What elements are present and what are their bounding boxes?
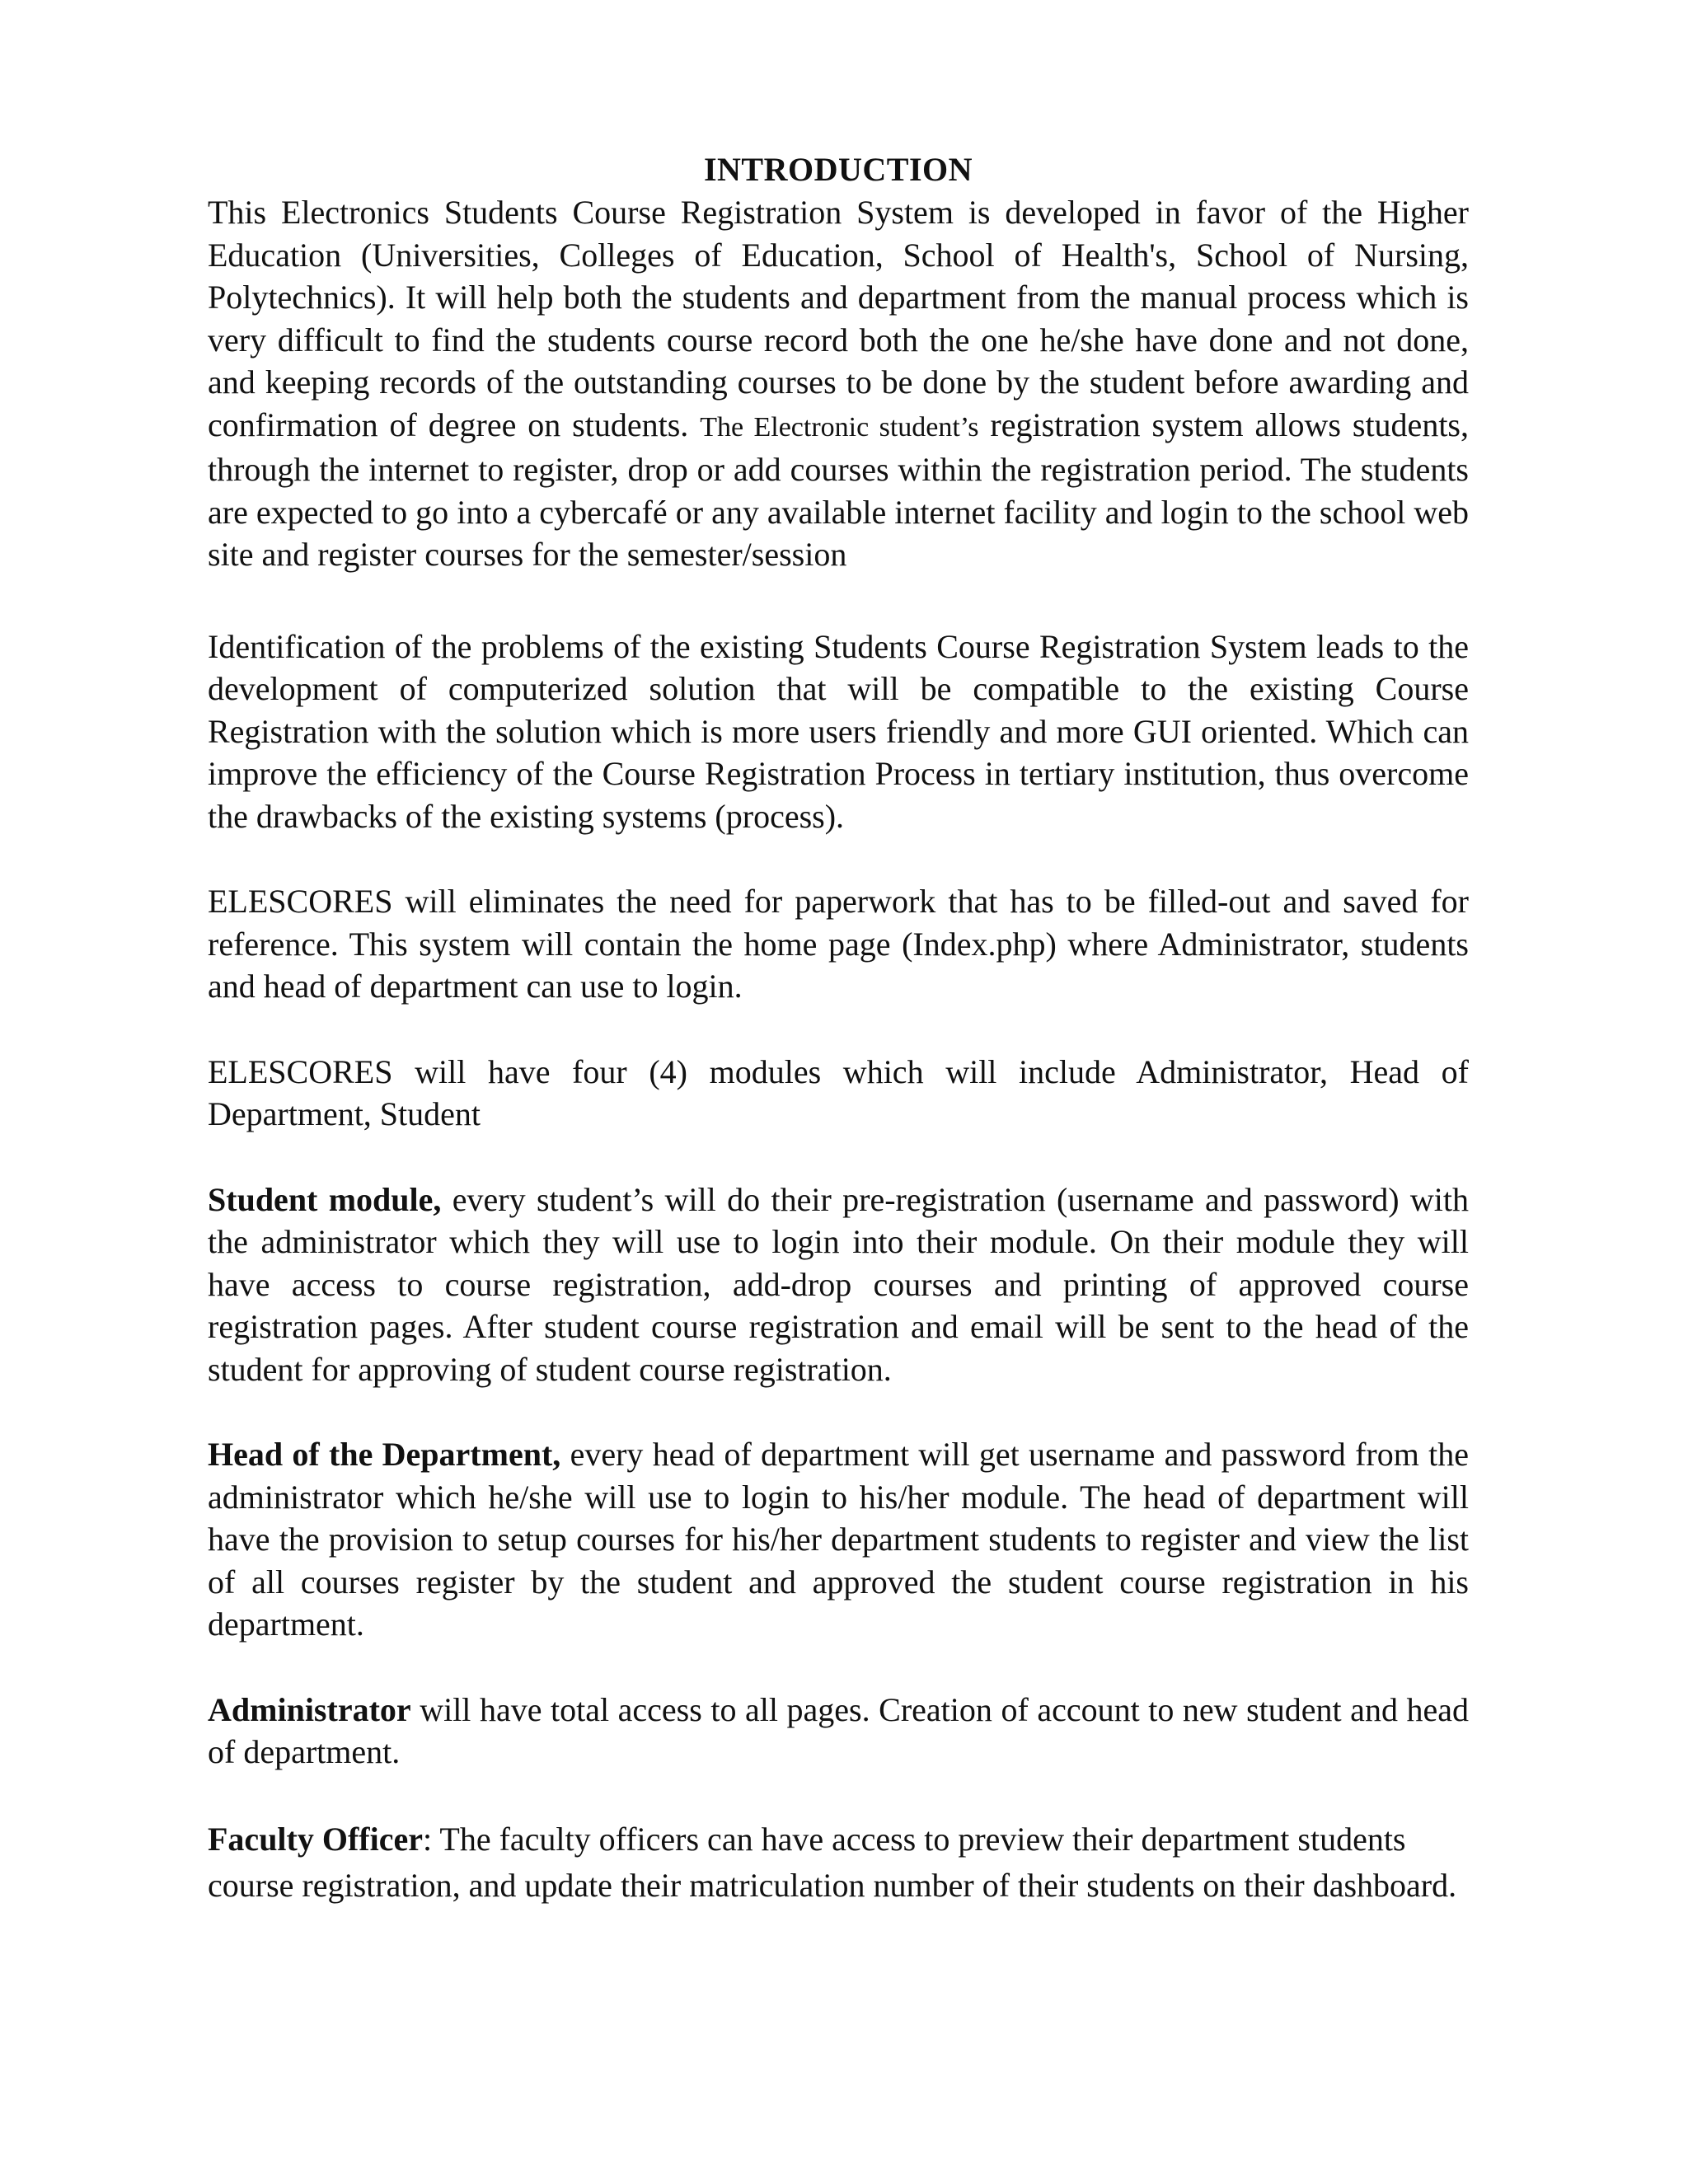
student-module-text: every student’s will do their pre-registration (username and password) with the administrator which they will use to login into their module. On their module they will have access to course registration, add-drop courses and printing of approved course registration pages. After student course registration and email will be sent to the head of the student for approving of student course registration. (208, 1180, 1469, 1388)
hod-text: every head of department will get username and password from the administrator which he/she will use to login to his/her module. The head of department will have the provision to setup courses for his/her department students to register and view the list of all courses register by the student and approved the student course registration in his department. (208, 1436, 1469, 1643)
student-module-paragraph (208, 1179, 1469, 1391)
administrator-lead: Administrator (208, 1690, 411, 1728)
hod-paragraph (208, 1433, 1469, 1646)
administrator-paragraph (208, 1689, 1469, 1774)
faculty-officer-paragraph (208, 1816, 1469, 1909)
administrator-text: will have total access to all pages. Creation of account to new student and head of department. (208, 1690, 1469, 1770)
intro-text-b: registration system allows students, through the internet to register, drop or add courses within the registration period. The students are expected to go into a cybercafé or any available internet facility and login to the school web site and register courses for the semester/session (208, 405, 1469, 573)
elescores-paragraph: ELESCORES will eliminates the need for paperwork that has to be filled-out and saved for reference. This system will contain the home page (Index.php) where Administrator, students and head of department can use to login. (208, 883, 1469, 1005)
student-module-lead: Student module, (208, 1180, 442, 1218)
modules-paragraph: ELESCORES will have four (4) modules which will include Administrator, Head of Department, Student (208, 1052, 1469, 1132)
hod-lead: Head of the Department, (208, 1436, 561, 1473)
page-title: INTRODUCTION (703, 151, 973, 188)
intro-text-a: This Electronics Students Course Registration System is developed in favor of the Higher Education (Universities, Colleges of Education, School of Health's, School of Nursing, Polytechnics). It will help both the students and department from the manual process which is very difficult to find the students course record both the one he/she have done and not done, and keeping records of the outstanding courses to be done by the student before awarding and confirmation of degree on students. (208, 194, 1469, 443)
document-page (208, 148, 1469, 1952)
intro-text-small: The Electronic student’s (700, 411, 979, 443)
faculty-officer-lead: Faculty Officer (208, 1820, 423, 1858)
intro-paragraph (208, 191, 1469, 576)
faculty-officer-text: : The faculty officers can have access to preview their department students course registration, and update their matriculation number of their students on their dashboard. (208, 1820, 1457, 1904)
problems-paragraph: Identification of the problems of the existing Students Course Registration System leads to the development of computerized solution that will be compatible to the existing Course Registration with the solution which is more users friendly and more GUI oriented. Which can improve the efficiency of the Course Registration Process in tertiary institution, thus overcome the drawbacks of the existing systems (process). (208, 627, 1469, 835)
